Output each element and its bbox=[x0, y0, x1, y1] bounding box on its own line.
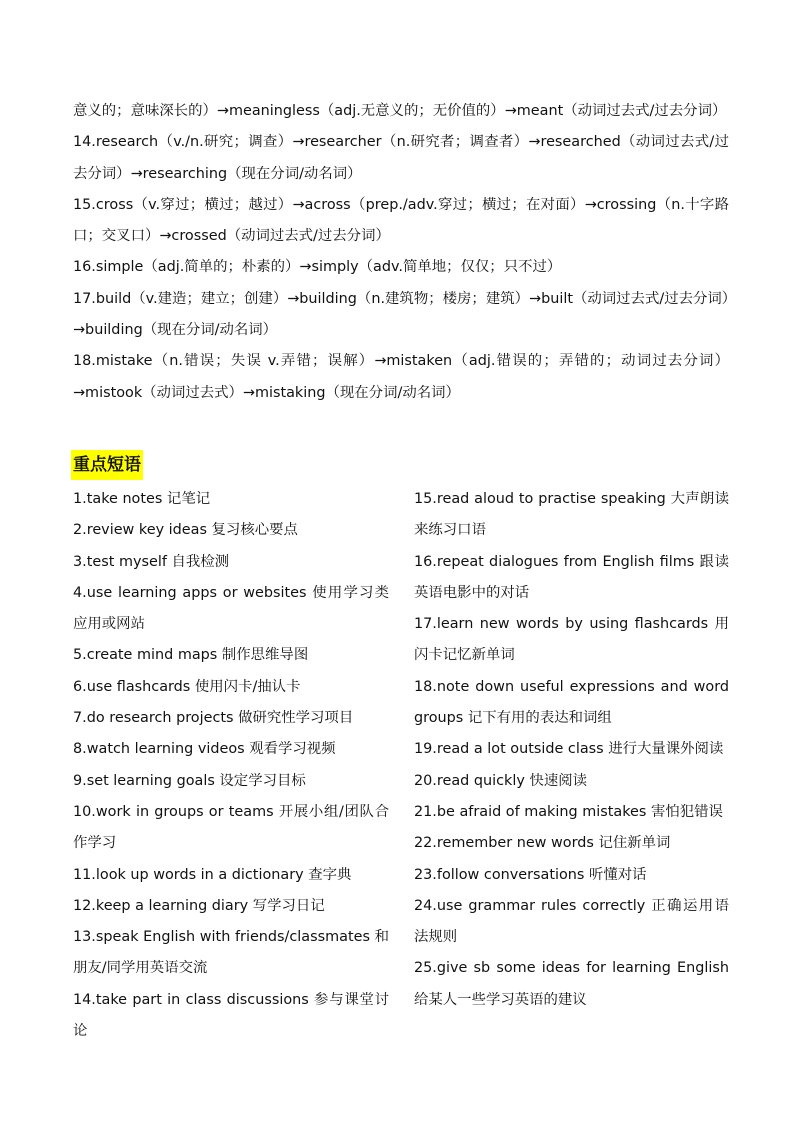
phrases-right-column bbox=[414, 484, 729, 1016]
phrase-item: 6.use flashcards 使用闪卡/抽认卡 bbox=[73, 678, 301, 695]
phrase-item: 13.speak English with friends/classmates 和朋友/同学用英语交流 bbox=[73, 929, 389, 977]
phrase-item: 16.repeat dialogues from English films 跟读英语电影中的对话 bbox=[414, 553, 729, 601]
phrase-item: 15.read aloud to practise speaking 大声朗读来练习口语 bbox=[414, 491, 729, 539]
phrase-item: 2.review key ideas 复习核心要点 bbox=[73, 522, 298, 539]
phrase-item: 12.keep a learning diary 写学习日记 bbox=[73, 897, 325, 914]
phrase-item: 5.create mind maps 制作思维导图 bbox=[73, 647, 309, 664]
phrase-item: 9.set learning goals 设定学习目标 bbox=[73, 772, 306, 789]
phrase-item: 25.give sb some ideas for learning English 给某人一些学习英语的建议 bbox=[414, 960, 729, 1008]
vocab-entry: 意义的；意味深长的）→meaningless（adj.无意义的；无价值的）→meant（动词过去式/过去分词） bbox=[73, 103, 727, 119]
phrase-item: 1.take notes 记笔记 bbox=[73, 491, 211, 507]
vocab-entry: 17.build（v.建造；建立；创建）→building（n.建筑物；楼房；建筑）→built（动词过去式/过去分词）→building（现在分词/动名词） bbox=[73, 290, 729, 339]
phrase-item: 17.learn new words by using flashcards 用闪卡记忆新单词 bbox=[414, 616, 729, 664]
phrase-item: 8.watch learning videos 观看学习视频 bbox=[73, 741, 336, 758]
vocabulary-section bbox=[73, 96, 729, 409]
phrase-item: 11.look up words in a dictionary 查字典 bbox=[73, 866, 352, 883]
vocab-entry: 14.research（v./n.研究；调查）→researcher（n.研究者；调查者）→researched（动词过去式/过去分词）→researching（现在分词/动名词） bbox=[73, 134, 729, 182]
phrase-item: 21.be afraid of making mistakes 害怕犯错误 bbox=[414, 803, 723, 820]
phrase-item: 24.use grammar rules correctly 正确运用语法规则 bbox=[414, 897, 729, 946]
phrase-item: 22.remember new words 记住新单词 bbox=[414, 835, 671, 852]
phrase-item: 7.do research projects 做研究性学习项目 bbox=[73, 710, 354, 727]
phrase-item: 3.test myself 自我检测 bbox=[73, 553, 230, 570]
phrase-item: 18.note down useful expressions and word groups 记下有用的表达和词组 bbox=[414, 678, 729, 727]
phrase-item: 14.take part in class discussions 参与课堂讨论 bbox=[73, 991, 389, 1040]
phrase-item: 23.follow conversations 听懂对话 bbox=[414, 866, 647, 883]
phrases-left-column bbox=[73, 484, 389, 1047]
vocab-entry: 16.simple（adj.简单的；朴素的）→simply（adv.简单地；仅仅；只不过） bbox=[73, 259, 562, 276]
section-heading: 重点短语 bbox=[71, 450, 143, 480]
phrase-item: 20.read quickly 快速阅读 bbox=[414, 772, 588, 789]
phrase-item: 19.read a lot outside class 进行大量课外阅读 bbox=[414, 741, 724, 758]
vocab-entry: 18.mistake（n.错误；失误 v.弄错；误解）→mistaken（adj.错误的；弄错的；动词过去分词）→mistook（动词过去式）→mistaking（现在分词/动名词） bbox=[73, 353, 729, 401]
phrase-item: 10.work in groups or teams 开展小组/团队合作学习 bbox=[73, 803, 389, 852]
phrase-item: 4.use learning apps or websites 使用学习类应用或网站 bbox=[73, 584, 389, 633]
vocab-entry: 15.cross（v.穿过；横过；越过）→across（prep./adv.穿过；横过；在对面）→crossing（n.十字路口；交叉口）→crossed（动词过去式/过去分词） bbox=[73, 196, 729, 245]
